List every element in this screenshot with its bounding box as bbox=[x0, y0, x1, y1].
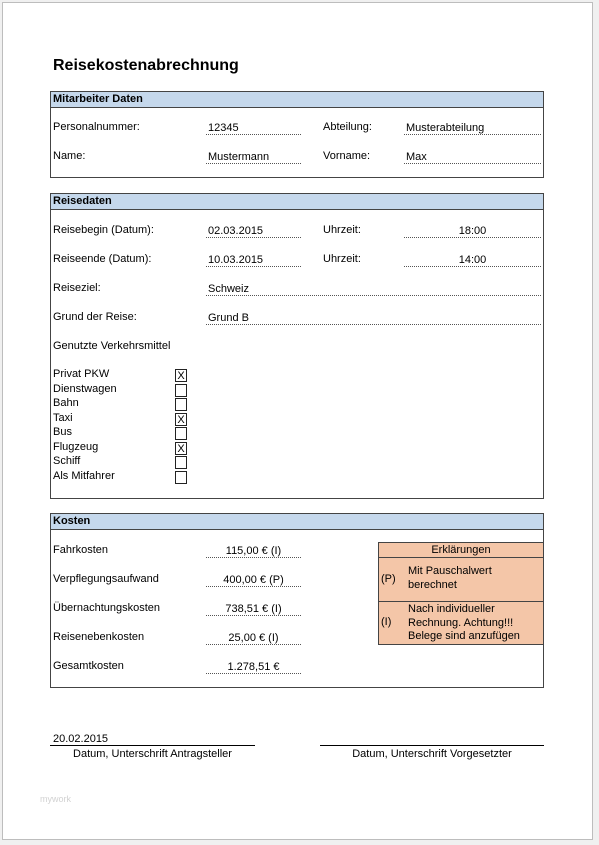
name-label: Name: bbox=[53, 150, 86, 162]
signature-label-antragsteller: Datum, Unterschrift Antragsteller bbox=[73, 748, 232, 760]
vorname-label: Vorname: bbox=[323, 150, 371, 162]
reisebeginn-label: Reisebegin (Datum): bbox=[53, 224, 154, 236]
erklaerung-text-p-line2: berechnet bbox=[408, 579, 457, 591]
reiseende-label: Reiseende (Datum): bbox=[53, 253, 152, 265]
reisebeginn-uhrzeit-value: 18:00 bbox=[404, 224, 541, 238]
name-value: Mustermann bbox=[206, 150, 301, 164]
erklaerung-code-i: (I) bbox=[381, 616, 392, 628]
reiseziel-label: Reiseziel: bbox=[53, 282, 101, 294]
signature-label-vorgesetzter: Datum, Unterschrift Vorgesetzter bbox=[352, 748, 512, 760]
kosten-value-verpflegung: 400,00 € (P) bbox=[206, 573, 301, 587]
kosten-value-fahrkosten: 115,00 € (I) bbox=[206, 544, 301, 558]
erklaerung-text-i-line3: Belege sind anzufügen bbox=[408, 630, 520, 642]
checkbox-taxi[interactable]: X bbox=[175, 413, 187, 426]
checkbox-bus[interactable] bbox=[175, 427, 187, 440]
reiseende-uhrzeit-label: Uhrzeit: bbox=[323, 253, 361, 265]
vorname-value: Max bbox=[404, 150, 541, 164]
section-header-reisedaten: Reisedaten bbox=[51, 194, 543, 210]
verkehrsmittel-item-als-mitfahrer: Als Mitfahrer bbox=[53, 469, 115, 482]
checkbox-privat-pkw[interactable]: X bbox=[175, 369, 187, 382]
erklaerungen-box bbox=[378, 542, 544, 645]
personalnummer-value: 12345 bbox=[206, 121, 301, 135]
kosten-label-gesamt: Gesamtkosten bbox=[53, 660, 124, 672]
reiseende-uhrzeit-value: 14:00 bbox=[404, 253, 541, 267]
watermark: mywork bbox=[40, 794, 71, 804]
checkbox-schiff[interactable] bbox=[175, 456, 187, 469]
kosten-label-nebenkosten: Reisenebenkosten bbox=[53, 631, 145, 643]
abteilung-label: Abteilung: bbox=[323, 121, 372, 133]
reiseende-value: 10.03.2015 bbox=[206, 253, 301, 267]
grund-label: Grund der Reise: bbox=[53, 311, 137, 323]
kosten-label-fahrkosten: Fahrkosten bbox=[53, 544, 109, 556]
checkbox-bahn[interactable] bbox=[175, 398, 187, 411]
abteilung-value: Musterabteilung bbox=[404, 121, 541, 135]
kosten-value-uebernachtung: 738,51 € (I) bbox=[206, 602, 301, 616]
erklaerung-text-i-line1: Nach individueller bbox=[408, 603, 495, 615]
checkbox-dienstwagen[interactable] bbox=[175, 384, 187, 397]
erklaerungen-header: Erklärungen bbox=[379, 543, 543, 558]
kosten-value-nebenkosten: 25,00 € (I) bbox=[206, 631, 301, 645]
grund-value: Grund B bbox=[206, 311, 541, 325]
section-header-mitarbeiter: Mitarbeiter Daten bbox=[51, 92, 543, 108]
personalnummer-label: Personalnummer: bbox=[53, 121, 140, 133]
kosten-value-gesamt: 1.278,51 € bbox=[206, 660, 301, 674]
verkehrsmittel-item-taxi: Taxi bbox=[53, 411, 73, 424]
erklaerungen-divider bbox=[379, 601, 543, 602]
verkehrsmittel-item-dienstwagen: Dienstwagen bbox=[53, 382, 117, 395]
section-header-kosten: Kosten bbox=[51, 514, 543, 530]
document-title: Reisekostenabrechnung bbox=[53, 57, 239, 74]
reisebeginn-value: 02.03.2015 bbox=[206, 224, 301, 238]
reisebeginn-uhrzeit-label: Uhrzeit: bbox=[323, 224, 361, 236]
signature-line-vorgesetzter bbox=[320, 745, 544, 746]
erklaerung-text-p-line1: Mit Pauschalwert bbox=[408, 565, 492, 577]
checkbox-als-mitfahrer[interactable] bbox=[175, 471, 187, 484]
erklaerung-text-i-line2: Rechnung. Achtung!!! bbox=[408, 617, 514, 629]
kosten-label-uebernachtung: Übernachtungskosten bbox=[53, 602, 161, 614]
reiseziel-value: Schweiz bbox=[206, 282, 541, 296]
erklaerung-code-p: (P) bbox=[381, 573, 396, 585]
signature-line-antragsteller bbox=[50, 745, 255, 746]
verkehrsmittel-item-bus: Bus bbox=[53, 426, 72, 438]
kosten-label-verpflegung: Verpflegungsaufwand bbox=[53, 573, 159, 585]
verkehrsmittel-item-privat-pkw: Privat PKW bbox=[53, 368, 110, 380]
verkehrsmittel-item-flugzeug: Flugzeug bbox=[53, 440, 99, 453]
verkehrsmittel-item-bahn: Bahn bbox=[53, 397, 79, 409]
verkehrsmittel-label: Genutzte Verkehrsmittel bbox=[53, 340, 171, 352]
verkehrsmittel-item-schiff: Schiff bbox=[53, 455, 81, 467]
signature-date: 20.02.2015 bbox=[53, 733, 109, 745]
checkbox-flugzeug[interactable]: X bbox=[175, 442, 187, 455]
